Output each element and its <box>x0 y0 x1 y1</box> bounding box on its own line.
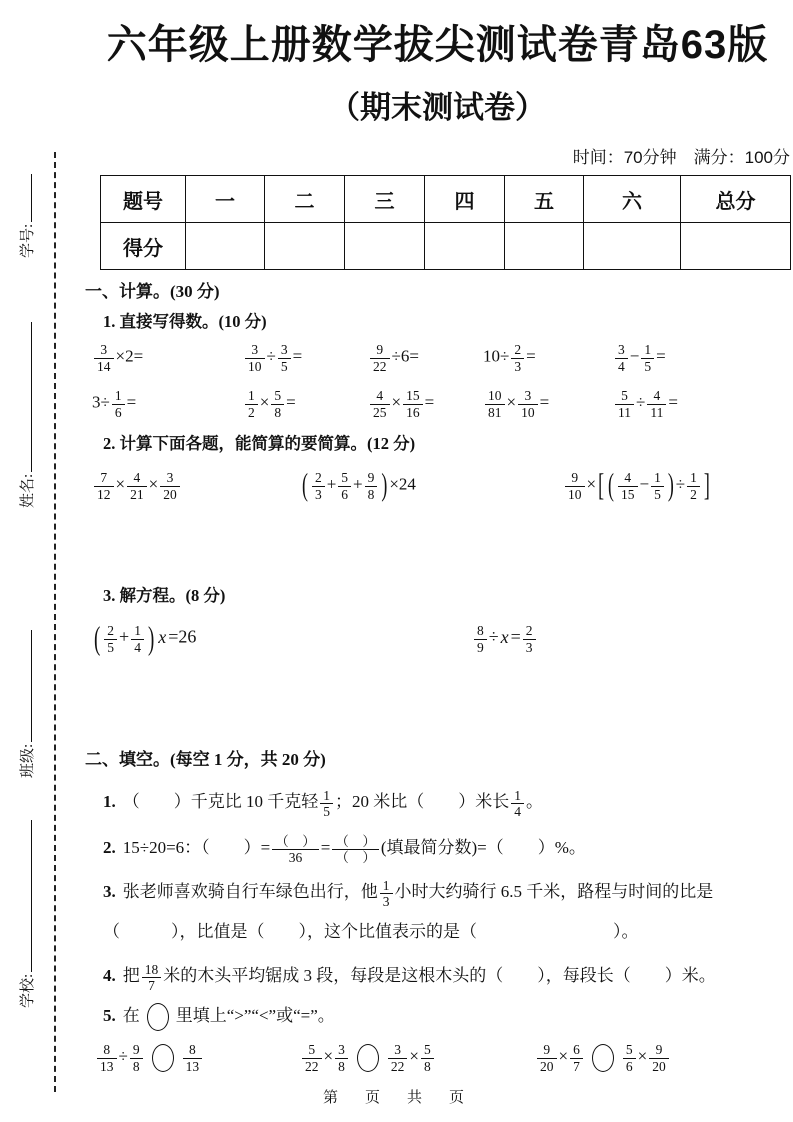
score-header-cell: 四 <box>425 176 505 223</box>
math-expression: 10÷ $\frac{2}{3}$ = <box>483 342 536 374</box>
comparison-row <box>92 1036 790 1080</box>
fill-blank-item <box>85 872 793 952</box>
section2-title: 二、填空。(每空 1 分，共 20 分) <box>85 750 326 770</box>
school-label: 学校: <box>20 973 36 1008</box>
score-row-label: 得分 <box>101 223 186 270</box>
math-expression: $\frac{5}{22}$ × $\frac{3}{8}$ $\frac{3}{22}$ × $\frac{5}{8}$ <box>300 1042 535 1073</box>
math-expression: $\frac{3}{10}$ ÷ $\frac{3}{5}$ = <box>243 342 368 373</box>
item-text: 把 $\frac{18}{7}$ 米的木头平均锯成 3 段，每段是这根木头的（ ），每段长（ ）米。 <box>122 961 716 993</box>
blank-line <box>17 630 32 742</box>
score-cell <box>186 223 265 270</box>
math-expression: $\frac{10}{81}$ × $\frac{3}{10}$ = <box>483 388 613 419</box>
score-header-cell: 六 <box>584 176 681 223</box>
student-name-field <box>16 322 37 508</box>
math-expression: $\frac{9}{10}$ × [ ( $\frac{4}{15}$ − $\frac{1}{5}$ ) ÷ $\frac{1}{2}$ ] <box>563 470 712 501</box>
fill-blank-item <box>85 780 793 824</box>
class-field <box>16 630 37 778</box>
blank-line <box>17 322 32 472</box>
score-table-header-row <box>101 176 791 223</box>
math-expression: $\frac{8}{13}$ ÷ $\frac{9}{8}$ $\frac{8}{13}$ <box>95 1042 300 1073</box>
math-expression: $\frac{9}{22}$ ÷6= <box>368 342 483 373</box>
math-expression: ( $\frac{2}{5}$ + $\frac{1}{4}$ ) x =26 <box>94 620 197 658</box>
score-header-cell: 总分 <box>681 176 791 223</box>
score-header-cell: 五 <box>505 176 584 223</box>
score-header-cell: 一 <box>186 176 265 223</box>
work-space <box>85 664 790 738</box>
math-expression: $\frac{7}{12}$ × $\frac{4}{21}$ × $\frac{3}{20}$ <box>92 470 300 501</box>
score-table-score-row <box>101 223 791 270</box>
math-expression: $\frac{8}{9}$ ÷ x = $\frac{2}{3}$ <box>472 623 538 654</box>
score-cell <box>681 223 791 270</box>
fill-blank-item <box>85 826 793 870</box>
math-expression: $\frac{3}{4}$ − $\frac{1}{5}$ = <box>613 342 666 373</box>
q1-row2 <box>92 382 790 426</box>
math-expression: ( $\frac{2}{3}$ + $\frac{5}{6}$ + $\frac{9}{8}$ ) ×24 <box>302 467 416 503</box>
blank-circle <box>147 1003 169 1031</box>
blank-circle <box>357 1044 379 1072</box>
item-text: 15÷20=6：（ ）= $\frac{( )}{36}$ = $\frac{( )}{( )}$ (填最简分数)=（ ）%。 <box>122 833 586 865</box>
student-id-field <box>16 174 37 258</box>
item-number: 2. <box>103 838 116 858</box>
score-table <box>100 175 791 270</box>
q2-expressions <box>92 460 790 512</box>
score-header-cell: 三 <box>345 176 425 223</box>
work-space <box>85 512 790 578</box>
score-cell <box>345 223 425 270</box>
paper-content <box>85 0 790 1080</box>
score-header-cell: 二 <box>265 176 345 223</box>
item-number: 5. <box>103 1006 116 1026</box>
student-id-label: 学号: <box>20 223 36 258</box>
item-number: 3. <box>103 882 116 902</box>
student-name-label: 姓名: <box>20 473 36 508</box>
fill-blank-item <box>85 1000 793 1032</box>
item-text: 在 里填上“>”“<”或“=”。 <box>123 1006 335 1025</box>
score-cell <box>584 223 681 270</box>
q3-label: 3. 解方程。(8 分) <box>103 586 226 606</box>
page-subtitle: （期末测试卷） <box>329 90 546 125</box>
exam-meta: 时间：70分钟 满分：100分 <box>572 148 790 167</box>
q1-label: 1. 直接写得数。(10 分) <box>103 312 267 332</box>
math-expression: $\frac{9}{20}$ × $\frac{6}{7}$ $\frac{5}{6}$ × $\frac{9}{20}$ <box>535 1042 671 1073</box>
q3-equations <box>92 614 790 664</box>
section1-title: 一、计算。(30 分) <box>85 282 220 302</box>
fill-blank-item <box>85 954 793 998</box>
page-footer: 第 页 共 页 <box>322 1089 470 1106</box>
math-expression: $\frac{4}{25}$ × $\frac{15}{16}$ = <box>368 388 483 419</box>
math-expression: 3÷ $\frac{1}{6}$ = <box>92 388 137 420</box>
blank-circle <box>152 1044 174 1072</box>
score-cell <box>425 223 505 270</box>
item-text: 张老师喜欢骑自行车绿色出行，他 $\frac{1}{3}$ 小时大约骑行 6.5 千米，路程与时间的比是（ ），比值是（ ），这个比值表示的是（ ）。 <box>103 877 714 942</box>
math-expression: $\frac{5}{11}$ ÷ $\frac{4}{11}$ = <box>613 388 678 419</box>
dashed-cut-line <box>54 152 56 1092</box>
item-text: （ ）千克比 10 千克轻 $\frac{1}{5}$ ；20 米比（ ）米长 $\frac{1}{4}$ 。 <box>122 787 543 819</box>
school-field <box>16 820 37 1008</box>
page-title: 六年级上册数学拔尖测试卷青岛63版 <box>106 23 769 67</box>
item-number: 1. <box>103 792 116 812</box>
q2-label: 2. 计算下面各题，能简算的要简算。(12 分) <box>103 434 416 454</box>
blank-circle <box>592 1044 614 1072</box>
math-expression: $\frac{3}{14}$ ×2= <box>92 342 243 373</box>
math-expression: $\frac{1}{2}$ × $\frac{5}{8}$ = <box>243 388 368 419</box>
q1-row1 <box>92 336 790 380</box>
blank-line <box>17 820 32 972</box>
score-cell <box>265 223 345 270</box>
blank-line <box>17 174 32 222</box>
item-number: 4. <box>103 966 116 986</box>
class-label: 班级: <box>20 743 36 778</box>
score-cell <box>505 223 584 270</box>
score-header-cell: 题号 <box>101 176 186 223</box>
